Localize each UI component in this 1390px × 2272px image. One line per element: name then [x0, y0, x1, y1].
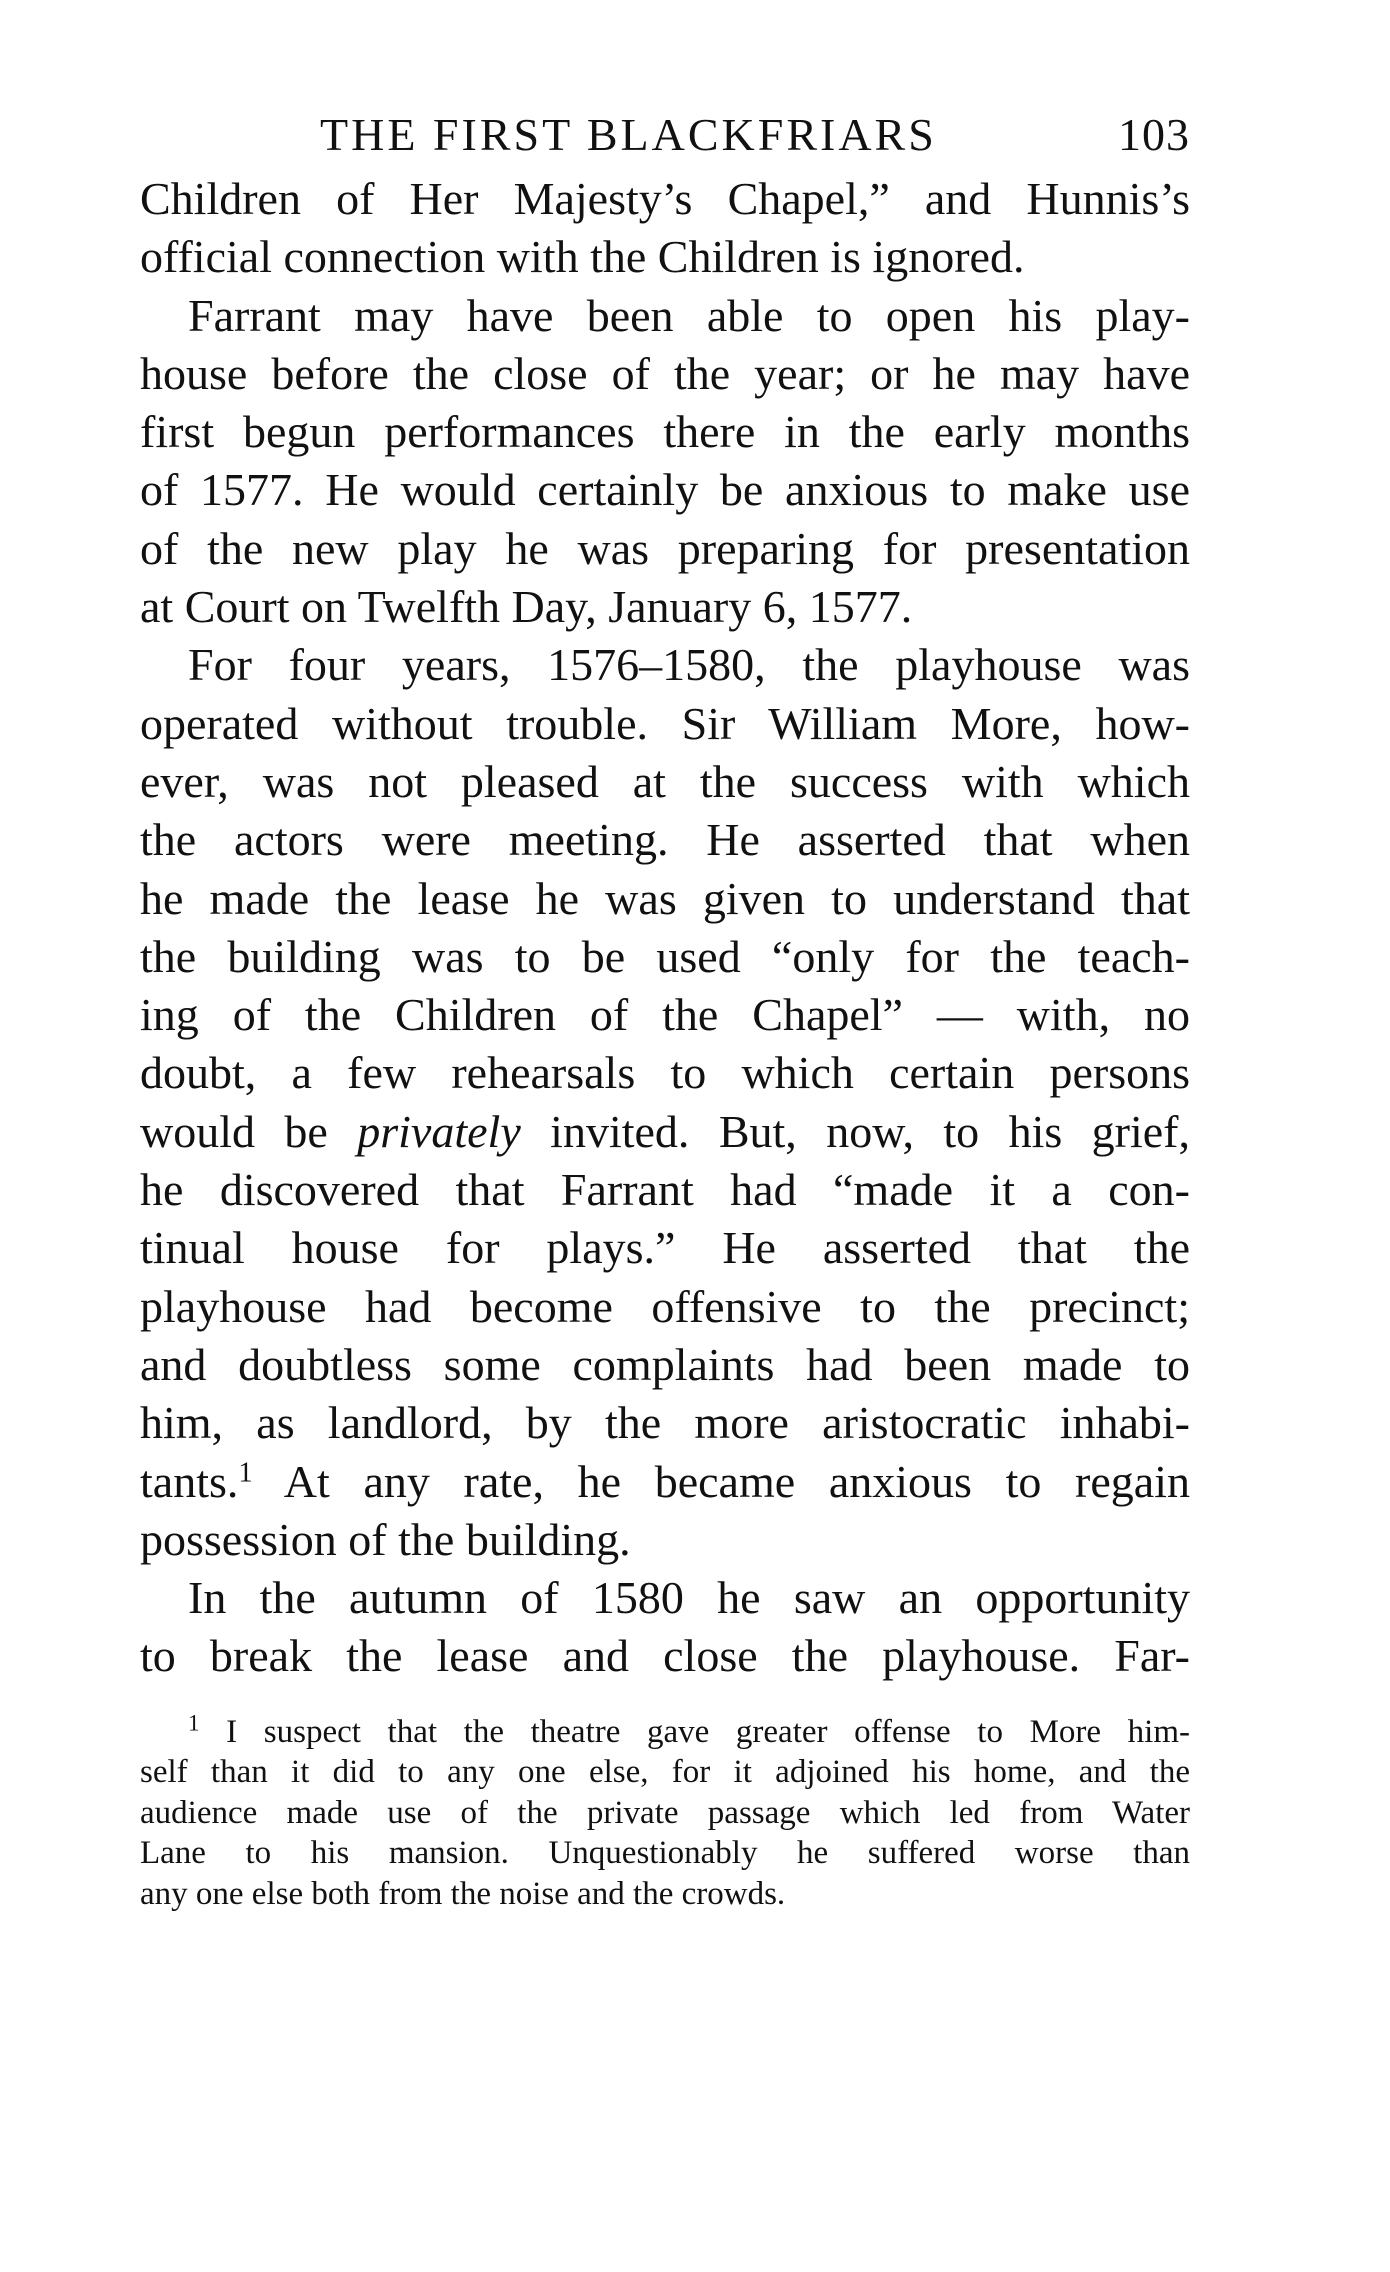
text-line: to break the lease and close the playhouse. Far-	[140, 1630, 1190, 1682]
text-line: official connection with the Children is ignored.	[140, 231, 1025, 283]
text-line: doubt, a few rehearsals to which certain persons	[140, 1047, 1190, 1099]
text-line: of the new play he was preparing for presentation	[140, 522, 1190, 574]
page-number: 103	[1118, 109, 1190, 160]
text-line: Children of Her Majesty’s Chapel,” and Hunnis’s	[140, 173, 1190, 224]
text-line: house before the close of the year; or he may have	[140, 347, 1190, 399]
paragraph-3	[140, 636, 1190, 1569]
text-line: he made the lease he was given to understand that	[140, 872, 1190, 924]
text-line: In the autumn of 1580 he saw an opportunity	[188, 1572, 1190, 1624]
text-line: For four years, 1576–1580, the playhouse was	[188, 639, 1190, 691]
italic-word: privately	[357, 1105, 521, 1157]
text-line-with-italic	[140, 1103, 1190, 1161]
text-fragment: tants.	[140, 1455, 239, 1507]
book-page	[140, 100, 1190, 1914]
text-line-with-footnote-ref	[140, 1453, 1190, 1511]
footnote-reference: 1	[238, 1456, 253, 1488]
footnote-line: self than it did to any one else, for it adjoined his home, and the	[140, 1754, 1190, 1791]
footnotes	[140, 1709, 1190, 1915]
text-line: and doubtless some complaints had been made to	[140, 1338, 1190, 1390]
text-line: he discovered that Farrant had “made it a con-	[140, 1164, 1190, 1216]
text-line: him, as landlord, by the more aristocratic inhabi-	[140, 1397, 1190, 1449]
footnote-line	[140, 1709, 1190, 1753]
text-fragment: I suspect that the theatre gave greater offense to More him-	[199, 1713, 1190, 1750]
body-text	[140, 170, 1190, 1686]
text-line: of 1577. He would certainly be anxious to make use	[140, 464, 1190, 516]
paragraph-4	[140, 1569, 1190, 1686]
text-fragment: invited. But, now, to his grief,	[520, 1105, 1190, 1157]
running-title: THE FIRST BLACKFRIARS	[320, 109, 937, 160]
text-line: playhouse had become offensive to the precinct;	[140, 1280, 1190, 1332]
footnote-line: any one else both from the noise and the crowds.	[140, 1875, 786, 1912]
footnote-line: audience made use of the private passage which led from Water	[140, 1794, 1190, 1831]
text-line: at Court on Twelfth Day, January 6, 1577.	[140, 581, 913, 633]
text-fragment: At any rate, he became anxious to regain	[252, 1455, 1190, 1507]
text-line: the actors were meeting. He asserted that when	[140, 814, 1190, 866]
footnote-marker: 1	[188, 1709, 200, 1736]
text-line: possession of the building.	[140, 1513, 631, 1565]
text-line: Farrant may have been able to open his play-	[188, 289, 1190, 341]
text-line: first begun performances there in the early months	[140, 406, 1190, 458]
text-line: the building was to be used “only for the teach-	[140, 930, 1190, 982]
paragraph-1	[140, 170, 1190, 287]
text-fragment: would be	[140, 1105, 358, 1157]
text-line: tinual house for plays.” He asserted that the	[140, 1222, 1190, 1274]
text-line: ing of the Children of the Chapel” — with, no	[140, 989, 1190, 1041]
running-head	[140, 100, 1190, 170]
footnote-line: Lane to his mansion. Unquestionably he suffered worse than	[140, 1835, 1190, 1872]
text-line: operated without trouble. Sir William More, how-	[140, 697, 1190, 749]
text-line: ever, was not pleased at the success with which	[140, 755, 1190, 807]
paragraph-2	[140, 287, 1190, 637]
